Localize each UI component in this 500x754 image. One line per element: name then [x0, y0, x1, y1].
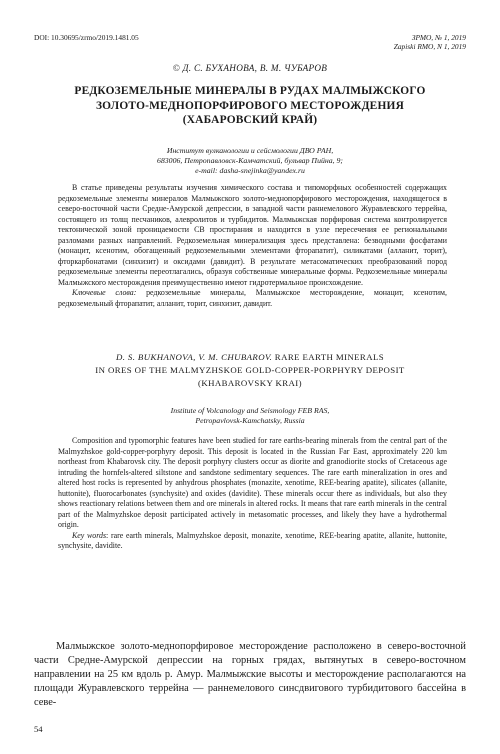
abstract-ru: [58, 183, 447, 310]
affiliation-ru: [70, 146, 430, 177]
authors-ru: © Д. С. БУХАНОВА, В. М. ЧУБАРОВ: [172, 63, 328, 73]
body-text-ru: [34, 640, 466, 710]
journal-reference: [394, 33, 466, 52]
title-en-line-2: IN ORES OF THE MALMYZHSKOE GOLD-COPPER-PORPHYRY DEPOSIT: [95, 364, 405, 375]
keywords-en-label: Key words: [72, 530, 107, 540]
affiliation-ru-line: e-mail: dasha-snejinka@yandex.ru: [195, 166, 305, 176]
title-en-line-3: (KHABAROVSKY KRAI): [198, 377, 302, 388]
abstract-en: [58, 436, 447, 552]
abstract-ru-text: В статье приведены результаты изучения химического состава и типоморфных особенностей содержащих редкоземельные элементы минералов Малмыжского золото-меднопорфирового месторождения, находящегося в северо-восточной части Средне-Амурской депрессии, в западной части раннемелового Журавлевского террейна, состоящего из толщ песчаников, алевролитов и турбидитов. Малмыжская порфировая система контролируется тектонической зоной проницаемости СВ простирания и находится в узле пересечения ее региональными разломами разных направлений. Редкоземельная минерализация здесь представлена: безводными фосфатами (монацит, ксенотим, обогащенный редкоземельными элементами фторапатит), силикатами (алланит, торит), фторкарбонатами (синхизит) и оксидами (давидит). В результате метасоматических преобразований пород редкоземельные элементы переотлагались, образуя собственные минеральные формы. Редкоземельные минералы Малмыжского месторождения преимущественно имеют гидротермальное происхождение.: [58, 183, 447, 287]
doi-line: DOI: 10.30695/zrmo/2019.1481.05: [34, 33, 139, 42]
keywords-en: [58, 531, 447, 552]
article-title-en: [40, 351, 460, 389]
affiliation-en-line: Petropavlovsk-Kamchatsky, Russia: [195, 416, 305, 426]
journal-reference-en: Zapiski RMO, N 1, 2019: [393, 42, 466, 52]
keywords-en-text: : rare earth minerals, Malmyzhskoe deposit, monazite, xenotime, REE-bearing apatite, allanite, huttonite, synchysite, davidite.: [58, 530, 447, 550]
title-en-line-1: [40, 351, 460, 364]
journal-reference-ru: ЗРМО, № 1, 2019: [411, 33, 466, 42]
affiliation-en: [70, 406, 430, 426]
affiliation-ru-line: Институт вулканологии и сейсмологии ДВО РАН,: [166, 146, 334, 155]
affiliation-en-line: Institute of Volcanology and Seismology FEB RAS,: [170, 406, 330, 415]
abstract-en-text: Composition and typomorphic features have been studied for rare earths-bearing minerals from the central part of the Malmyzhskoe gold-copper-porphyry deposit. This deposit is located in the Russian Far East, approximately 220 km northeast from Khabarovsk city. The deposit porphyry clusters occur as diorite and granodiorite stocks of Cretaceous age intruding the hornfels-altered siltstone and sandstone sedimentary sequences. The rare earth mineralization in ores and altered host rocks is represented by anhydrous phosphates (monazite, xenotime, REE-bearing apatite), silicates (allanite, huttonite), fluorocarbonates (synchysite) and oxides (davidite). These minerals occur there as individuals, but also they shows reactionary relations between them and ore minerals in altered rocks. It means that rare earth minerals in the central part of the Malmyzhskoe deposit participated actively in metasomatic processes, and likely they have a hydrothermal origin.: [58, 436, 447, 529]
title-en-line-1-rest: RARE EARTH MINERALS: [272, 352, 385, 362]
body-paragraph: Малмыжское золото-меднопорфировое месторождение расположено в северо-восточной части Средне-Амурской депрессии на горных грядах, вытянутых в северо-восточном направлении на 25 км вдоль р. Амур. Малмыжские высоты и месторождение располагаются на площади Журавлевского террейна — раннемелового синсдвигового турбидитового бассейна в севе-: [34, 641, 466, 709]
affiliation-ru-line: 683006, Петропавловск-Камчатский, бульвар Пийна, 9;: [156, 156, 344, 166]
keywords-ru: [58, 288, 447, 309]
title-ru-line: РЕДКОЗЕМЕЛЬНЫЕ МИНЕРАЛЫ В РУДАХ МАЛМЫЖСКОГО: [74, 85, 426, 97]
authors-en: D. S. BUKHANOVA, V. M. CHUBAROV.: [115, 352, 273, 362]
page-number: 54: [34, 724, 43, 734]
keywords-ru-text: редкоземельные минералы, Малмыжское месторождение, монацит, ксенотим, редкоземельный фторапатит, алланит, торит, синхизит, давидит.: [58, 288, 447, 309]
article-title-ru: [60, 84, 440, 128]
title-ru-line: ЗОЛОТО-МЕДНОПОРФИРОВОГО МЕСТОРОЖДЕНИЯ: [95, 99, 405, 112]
keywords-ru-label: Ключевые слова:: [72, 288, 137, 298]
title-ru-line: (ХАБАРОВСКИЙ КРАЙ): [182, 114, 318, 127]
